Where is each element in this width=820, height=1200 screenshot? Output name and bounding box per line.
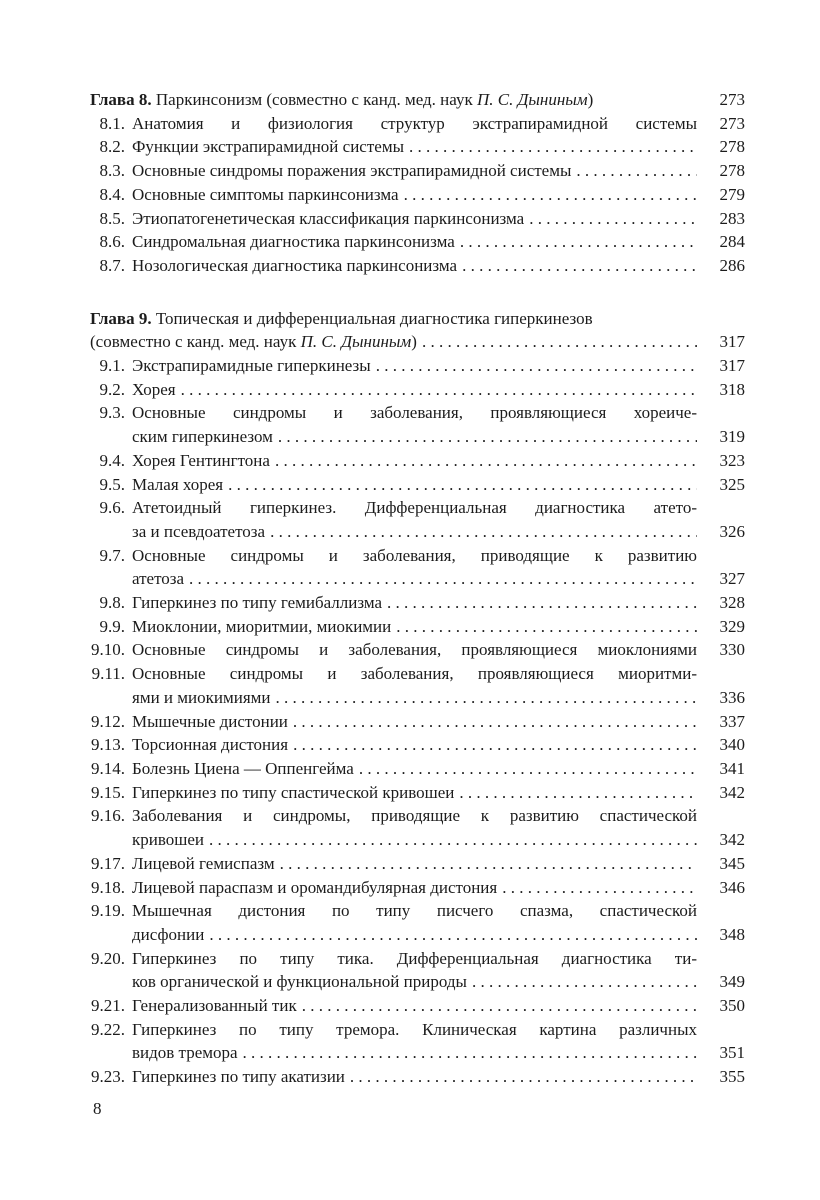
author-name: П. С. Дыниным: [300, 332, 412, 352]
toc-entry-title: [132, 1041, 697, 1065]
toc-entry-title-text: [132, 994, 297, 1018]
toc-entry-title: [132, 354, 697, 378]
toc-entry-line: [90, 923, 745, 947]
toc-entry-title-text: [132, 733, 288, 757]
toc-entry-number: 8.5.: [99, 208, 125, 228]
toc-entry-title: [90, 88, 697, 112]
toc-page-number: 350: [719, 996, 745, 1016]
toc-entry-number: 8.1.: [99, 113, 125, 133]
title-text: Хорея Гентингтона: [132, 450, 270, 470]
toc-entry-number: 9.22.: [91, 1019, 125, 1039]
toc-entry-number: 9.4.: [99, 450, 125, 470]
toc-entry-title-text: [132, 520, 265, 544]
toc-entry-number: 9.6.: [99, 498, 125, 518]
toc-entry-title: [132, 852, 697, 876]
dot-leader: [238, 1041, 697, 1065]
title-text: ): [587, 90, 594, 109]
dot-leader: [399, 183, 697, 207]
toc-entry-line: [90, 876, 745, 900]
dot-leader: [497, 876, 697, 900]
toc-entry-number: 9.1.: [99, 356, 125, 376]
title-text: дисфонии: [132, 924, 205, 944]
toc-entry-title-text: [132, 207, 524, 231]
toc-chapter-line: [90, 307, 745, 331]
dot-leader: [524, 207, 697, 231]
title-text: Синдромальная диагностика паркинсонизма: [132, 232, 455, 252]
toc-entry-number: 9.8.: [99, 593, 125, 613]
toc-entry-line: [90, 638, 745, 662]
toc-page-number: 348: [719, 924, 745, 944]
title-text: Основные симптомы паркинсонизма: [132, 184, 399, 204]
toc-entry-title-text: [132, 686, 271, 710]
toc-page-number: 284: [719, 232, 745, 252]
toc-entry-title: [132, 449, 697, 473]
toc-page-number: 355: [719, 1067, 745, 1087]
toc-entry-title: [132, 230, 697, 254]
toc-entry-title-text: [132, 757, 354, 781]
toc-entry-line: [90, 1041, 745, 1065]
toc-entry-title: [90, 330, 697, 354]
toc-page-number: 340: [719, 735, 745, 755]
toc-page-number: 273: [719, 113, 745, 133]
title-text: Торсионная дистония: [132, 735, 289, 755]
toc-entry-title: [132, 1065, 697, 1089]
dot-leader: [271, 686, 697, 710]
toc-page-number: 319: [719, 427, 745, 447]
title-text: Гиперкинез по типу тремора. Клиническая картина различных: [132, 1019, 697, 1039]
title-text: Гиперкинез по типу гемибаллизма: [132, 593, 383, 613]
toc-page-number: 329: [719, 616, 745, 636]
toc-entry-title: [90, 307, 697, 331]
dot-leader: [345, 1065, 697, 1089]
toc-page-number: 341: [719, 758, 745, 778]
dot-leader: [417, 330, 697, 354]
toc-entry-line: [90, 852, 745, 876]
title-text: ями и миокимиями: [132, 687, 271, 707]
toc-entry-title-text: [132, 230, 455, 254]
toc-page-number: 317: [719, 332, 745, 352]
toc-entry-number: 9.7.: [99, 545, 125, 565]
dot-leader: [270, 449, 697, 473]
toc-entry-line: [90, 662, 745, 686]
dot-leader: [457, 254, 697, 278]
toc-entry-title: [132, 591, 697, 615]
toc-entry-line: [90, 615, 745, 639]
toc-entry-number: 9.23.: [91, 1067, 125, 1087]
toc-page-number: 323: [719, 450, 745, 470]
title-text: Гиперкинез по типу спастической кривошеи: [132, 782, 455, 802]
title-text: ков органической и функциональной природы: [132, 972, 467, 992]
toc-entry-line: [90, 899, 745, 923]
toc-entry-line: [90, 425, 745, 449]
toc-entry-number: 9.20.: [91, 948, 125, 968]
toc-entry-title-text: [132, 828, 204, 852]
toc-entry-title-text: [132, 354, 371, 378]
toc-page-number: 342: [719, 830, 745, 850]
toc-entry-line: [90, 994, 745, 1018]
toc-page-number: 278: [719, 137, 745, 157]
toc-entry-title-text: [132, 449, 270, 473]
toc-page-number: 279: [719, 184, 745, 204]
toc-entry-title: [132, 520, 697, 544]
dot-leader: [273, 425, 697, 449]
toc-entry-number: 9.10.: [91, 640, 125, 660]
toc-entry-number: 9.11.: [91, 664, 125, 684]
author-name: П. С. Дыниным: [476, 90, 588, 109]
toc-entry-title-text: [132, 615, 391, 639]
toc-entry-line: [90, 159, 745, 183]
toc-entry-line: [90, 207, 745, 231]
toc-page-number: 325: [719, 474, 745, 494]
toc-entry-title: [132, 828, 697, 852]
toc-entry-line: [90, 970, 745, 994]
toc-entry-line: [90, 135, 745, 159]
toc-entry-title-text: [132, 923, 204, 947]
dot-leader: [176, 378, 697, 402]
title-text: Лицевой гемиспазм: [132, 853, 275, 873]
toc-entry-title: [132, 473, 697, 497]
toc-entry-number: 9.12.: [91, 711, 125, 731]
toc-entry-line: [90, 1018, 745, 1042]
dot-leader: [371, 354, 697, 378]
dot-leader: [571, 159, 697, 183]
toc-page-number: 336: [719, 687, 745, 707]
dot-leader: [404, 135, 697, 159]
toc-page-number: 326: [719, 521, 745, 541]
toc-entry-number: 9.9.: [99, 616, 125, 636]
title-text: Основные синдромы и заболевания, проявляющиеся хореиче-: [132, 403, 697, 423]
toc-entry-title-text: [132, 135, 404, 159]
toc-entry-title: [132, 112, 697, 136]
toc-entry-title: [132, 947, 697, 971]
page-number: 8: [93, 1099, 102, 1118]
toc-entry-title-text: [132, 1065, 345, 1089]
toc-entry-line: [90, 733, 745, 757]
toc-entry-title: [132, 804, 697, 828]
toc-entry-title: [132, 378, 697, 402]
toc-entry-title-text: [90, 330, 417, 354]
toc-entry-title-text: [132, 876, 497, 900]
title-text: Нозологическая диагностика паркинсонизма: [132, 255, 458, 275]
toc-entry-title: [132, 638, 697, 662]
title-text: Болезнь Циена — Оппенгейма: [132, 758, 354, 778]
toc-page-number: 342: [719, 782, 745, 802]
dot-leader: [184, 567, 697, 591]
toc-entry-title-text: [132, 970, 467, 994]
toc-entry-line: [90, 354, 745, 378]
dot-leader: [382, 591, 697, 615]
toc-entry-line: [90, 401, 745, 425]
title-text: Топическая и дифференциальная диагностика гиперкинезов: [151, 308, 593, 328]
toc-entry-title: [132, 401, 697, 425]
chapter-label: Глава 9.: [90, 308, 152, 328]
toc-entry-number: 9.21.: [91, 996, 125, 1016]
title-text: видов тремора: [132, 1043, 238, 1063]
title-text: ским гиперкинезом: [132, 427, 273, 447]
title-text: Атетоидный гиперкинез. Дифференциальная диагностика атето-: [132, 498, 697, 518]
title-text: Основные синдромы поражения экстрапирамидной системы: [132, 161, 572, 181]
toc-entry-line: [90, 112, 745, 136]
toc-entry-title-text: [132, 425, 273, 449]
toc-entry-number: 9.13.: [91, 735, 125, 755]
toc-entry-title-text: [132, 781, 454, 805]
title-text: Мышечная дистония по типу писчего спазма, спастической: [132, 901, 697, 921]
toc-page-number: 330: [719, 640, 745, 660]
toc-entry-line: [90, 710, 745, 734]
title-text: Малая хорея: [132, 474, 224, 494]
title-text: Основные синдромы и заболевания, приводящие к развитию: [132, 545, 697, 565]
toc-entry-title-text: [132, 159, 571, 183]
toc-entry-line: [90, 544, 745, 568]
toc-entry-number: 9.18.: [91, 877, 125, 897]
toc-entry-title-text: [132, 1041, 238, 1065]
toc-chapter-line: [90, 88, 745, 112]
toc-entry-line: [90, 947, 745, 971]
title-text: Функции экстрапирамидной системы: [132, 137, 404, 157]
table-of-contents: [90, 88, 745, 1089]
toc-entry-title: [132, 544, 697, 568]
title-text: Экстрапирамидные гиперкинезы: [132, 356, 371, 376]
toc-entry-title: [132, 899, 697, 923]
toc-entry-line: [90, 520, 745, 544]
title-text: Лицевой параспазм и оромандибулярная дистония: [132, 877, 498, 897]
toc-entry-number: 9.15.: [91, 782, 125, 802]
toc-entry-line: [90, 1065, 745, 1089]
dot-leader: [223, 473, 697, 497]
toc-entry-line: [90, 183, 745, 207]
toc-page-number: 337: [719, 711, 745, 731]
title-text: Мышечные дистонии: [132, 711, 288, 731]
toc-entry-title: [132, 733, 697, 757]
toc-entry-title-text: [132, 710, 288, 734]
dot-leader: [204, 923, 697, 947]
toc-entry-number: 9.17.: [91, 853, 125, 873]
toc-chapter-line: [90, 330, 745, 354]
toc-entry-line: [90, 473, 745, 497]
toc-entry-title: [132, 425, 697, 449]
toc-entry-title: [132, 662, 697, 686]
toc-entry-line: [90, 378, 745, 402]
toc-entry-title: [132, 686, 697, 710]
toc-entry-title: [132, 159, 697, 183]
toc-entry-number: 8.3.: [99, 161, 125, 181]
title-text: атетоза: [132, 569, 185, 589]
toc-entry-number: 8.7.: [99, 255, 125, 275]
toc-entry-title: [132, 757, 697, 781]
toc-entry-number: 9.2.: [99, 379, 125, 399]
toc-page-number: 345: [719, 853, 745, 873]
toc-entry-title: [132, 876, 697, 900]
toc-entry-title: [132, 710, 697, 734]
toc-entry-number: 8.2.: [99, 137, 125, 157]
toc-entry-title: [132, 1018, 697, 1042]
toc-entry-title: [132, 615, 697, 639]
toc-entry-number: 9.19.: [91, 901, 125, 921]
title-text: Гиперкинез по типу акатизии: [132, 1067, 345, 1087]
title-text: (совместно с канд. мед. наук: [90, 332, 301, 352]
toc-page-number: 278: [719, 161, 745, 181]
toc-page-number: 349: [719, 972, 745, 992]
title-text: Генерализованный тик: [132, 996, 297, 1016]
toc-page-number: 317: [719, 356, 745, 376]
toc-entry-title: [132, 994, 697, 1018]
toc-entry-line: [90, 496, 745, 520]
dot-leader: [354, 757, 697, 781]
toc-page-number: 286: [719, 255, 745, 275]
toc-entry-title: [132, 781, 697, 805]
toc-page-number: 318: [719, 379, 745, 399]
toc-entry-number: 9.14.: [91, 758, 125, 778]
title-text: Основные синдромы и заболевания, проявляющиеся миоритми-: [132, 664, 697, 684]
toc-page-number: 283: [719, 208, 745, 228]
toc-entry-title-text: [132, 473, 223, 497]
dot-leader: [288, 710, 697, 734]
dot-leader: [265, 520, 697, 544]
toc-entry-line: [90, 254, 745, 278]
toc-entry-line: [90, 567, 745, 591]
dot-leader: [391, 615, 697, 639]
toc-entry-title: [132, 923, 697, 947]
title-text: Анатомия и физиология структур экстрапирамидной системы: [132, 113, 697, 133]
toc-entry-number: 9.5.: [99, 474, 125, 494]
chapter-label: Глава 8.: [90, 90, 152, 109]
toc-entry-title-text: [132, 254, 457, 278]
title-text: Гиперкинез по типу тика. Дифференциальная диагностика ти-: [132, 948, 697, 968]
toc-entry-title-text: [132, 378, 176, 402]
title-text: за и псевдоатетоза: [132, 521, 266, 541]
toc-entry-line: [90, 449, 745, 473]
title-text: Паркинсонизм (совместно с канд. мед. наук: [151, 90, 477, 109]
toc-entry-line: [90, 804, 745, 828]
title-text: Основные синдромы и заболевания, проявляющиеся миоклониями: [132, 640, 697, 660]
toc-page-number: 328: [719, 593, 745, 613]
toc-entry-line: [90, 828, 745, 852]
dot-leader: [455, 230, 697, 254]
toc-entry-line: [90, 230, 745, 254]
toc-entry-number: 9.3.: [99, 403, 125, 423]
dot-leader: [297, 994, 697, 1018]
toc-entry-title-text: [132, 852, 275, 876]
title-text: Заболевания и синдромы, приводящие к развитию спастической: [132, 806, 697, 826]
dot-leader: [467, 970, 697, 994]
dot-leader: [275, 852, 697, 876]
toc-entry-title: [132, 183, 697, 207]
title-text: Этиопатогенетическая классификация паркинсонизма: [132, 208, 525, 228]
title-text: ): [411, 332, 417, 352]
toc-page-number: 327: [719, 569, 745, 589]
toc-entry-line: [90, 591, 745, 615]
title-text: Миоклонии, миоритмии, миокимии: [132, 616, 392, 636]
toc-entry-title-text: [132, 183, 399, 207]
toc-page-number: 273: [719, 90, 745, 109]
toc-entry-line: [90, 781, 745, 805]
dot-leader: [204, 828, 697, 852]
toc-entry-title-text: [132, 591, 382, 615]
toc-entry-number: 8.6.: [99, 232, 125, 252]
toc-entry-title-text: [132, 567, 184, 591]
toc-entry-title: [132, 567, 697, 591]
dot-leader: [454, 781, 697, 805]
toc-entry-title: [132, 135, 697, 159]
toc-page-number: 346: [719, 877, 745, 897]
toc-entry-number: 9.16.: [91, 806, 125, 826]
toc-entry-title: [132, 254, 697, 278]
toc-page-number: 351: [719, 1043, 745, 1063]
toc-entry-line: [90, 686, 745, 710]
toc-entry-line: [90, 757, 745, 781]
title-text: кривошеи: [132, 830, 205, 850]
toc-entry-title: [132, 970, 697, 994]
title-text: Хорея: [132, 379, 176, 399]
toc-entry-title: [132, 207, 697, 231]
dot-leader: [288, 733, 697, 757]
toc-entry-title: [132, 496, 697, 520]
toc-entry-number: 8.4.: [99, 184, 125, 204]
